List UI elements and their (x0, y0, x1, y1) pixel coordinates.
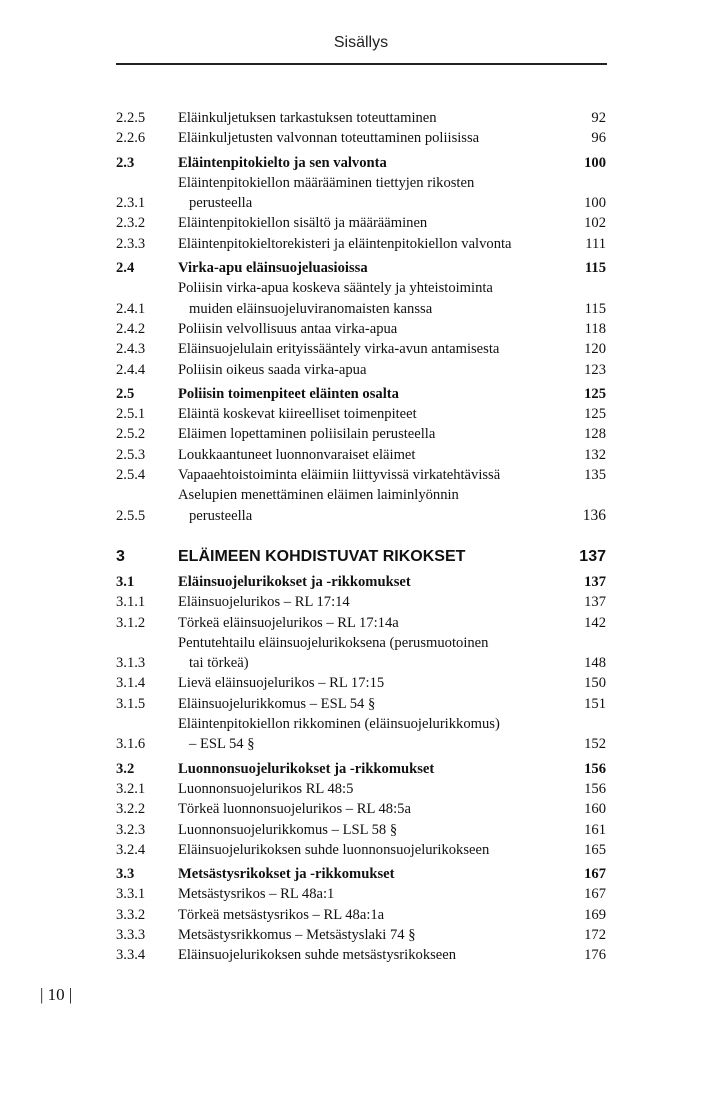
toc-entry-page: 125 (584, 385, 606, 402)
toc-entry-title-line: Luonnonsuojelurikkomus – LSL 58 § (178, 821, 398, 838)
toc-entry-title (178, 613, 576, 633)
toc-entry-title-line: Eläinsuojelurikoksen suhde metsästysrikokseen (178, 947, 457, 964)
toc-entry-number: 2.5.4 (116, 467, 146, 484)
toc-entry-page: 167 (584, 866, 606, 883)
toc-entry-title (178, 485, 575, 526)
toc-entry (116, 905, 606, 925)
toc-entry-number: 3.2 (116, 760, 135, 777)
toc-entry-title-line: Eläinsuojelurikokset ja -rikkomukset (178, 573, 411, 590)
toc-entry-number: 3.3.4 (116, 947, 146, 964)
page-number: | 10 | (40, 985, 73, 1004)
toc-entry-page: 125 (584, 406, 606, 423)
toc-entry-title-line: Virka-apu eläinsuojeluasioissa (178, 260, 368, 277)
toc-entry-page: 102 (584, 215, 606, 232)
toc-entry-page: 100 (584, 154, 606, 171)
toc-entry-title (178, 234, 577, 254)
toc-entry-title-line: Metsästysrikokset ja -rikkomukset (178, 866, 395, 883)
toc-entry-title (178, 759, 576, 779)
toc-entry (116, 884, 606, 904)
toc-entry-page: 165 (584, 841, 606, 858)
toc-entry-title-line: Törkeä metsästysrikos – RL 48a:1a (178, 906, 385, 923)
toc-entry-number: 3.2.2 (116, 801, 146, 818)
toc-entry-number: 3.1.6 (116, 736, 146, 753)
toc-entry-title (178, 404, 576, 424)
toc-entry (116, 173, 606, 214)
running-header: Sisällys (333, 34, 389, 51)
toc-entry-page: 160 (584, 801, 606, 818)
toc-entry-number: 2.4.2 (116, 320, 146, 337)
toc-entry-number: 2.3 (116, 154, 135, 171)
toc-entry-page: 128 (584, 426, 606, 443)
toc-entry-title-line: Eläimen lopettaminen poliisilain perusteella (178, 426, 436, 443)
toc-entry-title (178, 945, 576, 965)
toc-entry-number: 3.2.1 (116, 780, 146, 797)
toc-entry-page: 100 (584, 195, 606, 212)
toc-entry (116, 694, 606, 714)
toc-entry-number: 3.3.1 (116, 886, 146, 903)
toc-entry (116, 633, 606, 674)
toc-entry-title (178, 258, 577, 278)
toc-entry-title-line: Eläinkuljetuksen tarkastuksen toteuttaminen (178, 110, 437, 126)
toc-entry (116, 840, 606, 860)
toc-entry (116, 424, 606, 444)
toc-entry-title (178, 465, 576, 485)
toc-entry-number: 2.2.5 (116, 110, 146, 126)
toc-entry-number: 3.3.3 (116, 926, 146, 943)
toc-entry-title (178, 592, 576, 612)
toc-section (116, 258, 606, 278)
toc-entry-number: 3.3 (116, 866, 135, 883)
toc-entry-title-line: Poliisin toimenpiteet eläinten osalta (178, 385, 399, 402)
toc-entry-page: 137 (584, 594, 606, 611)
toc-entry (116, 592, 606, 612)
toc-entry-title (178, 905, 576, 925)
toc-entry-page: 137 (579, 547, 606, 565)
toc-entry-title-line: Metsästysrikos – RL 48a:1 (178, 886, 335, 903)
toc-entry (116, 714, 606, 755)
toc-entry-number: 2.3.3 (116, 235, 146, 252)
toc-entry (116, 278, 606, 319)
toc-entry-page: 92 (591, 110, 606, 126)
toc-entry (116, 485, 606, 526)
toc-entry-title-line: Luonnonsuojelurikokset ja -rikkomukset (178, 760, 435, 777)
toc-entry-number: 2.3.2 (116, 215, 146, 232)
toc-entry-number: 2.5.2 (116, 426, 146, 443)
toc-section (116, 384, 606, 404)
toc-entry-title-continuation: perusteella (189, 507, 253, 524)
toc-entry-page: 136 (582, 506, 606, 524)
toc-entry-title-line: Luonnonsuojelurikos RL 48:5 (178, 780, 354, 797)
table-of-contents (116, 108, 606, 966)
toc-entry-number: 3.2.4 (116, 841, 146, 858)
toc-entry-page: 96 (591, 130, 606, 147)
toc-entry-title-line: Eläintenpitokiellon määrääminen tiettyjen rikosten (178, 174, 475, 191)
toc-entry-page: 161 (584, 821, 606, 838)
toc-entry-number: 3.3.2 (116, 906, 146, 923)
toc-entry-title (178, 840, 576, 860)
toc-section (116, 864, 606, 884)
toc-entry (116, 108, 606, 128)
toc-entry-title-line: Poliisin velvollisuus antaa virka-apua (178, 320, 398, 337)
toc-entry-number: 3.1.1 (116, 594, 146, 611)
toc-entry-number: 2.5.3 (116, 446, 146, 463)
toc-entry-title (178, 884, 576, 904)
toc-entry-title-line: Poliisin virka-apua koskeva sääntely ja yhteistoiminta (178, 280, 493, 297)
toc-entry-number: 2.4.4 (116, 361, 146, 378)
toc-entry (116, 319, 606, 339)
toc-entry-title-line: Eläinsuojelurikos – RL 17:14 (178, 594, 350, 611)
toc-entry-title (178, 319, 577, 339)
toc-entry-title-continuation: perusteella (189, 195, 253, 212)
toc-entry (116, 945, 606, 965)
toc-entry-title (178, 633, 576, 674)
toc-entry-title (178, 445, 576, 465)
toc-entry-title-line: Eläinsuojelurikkomus – ESL 54 § (178, 695, 376, 712)
toc-entry-number: 2.5.1 (116, 406, 146, 423)
toc-entry-title (178, 173, 576, 214)
toc-entry (116, 925, 606, 945)
toc-entry-number: 2.4 (116, 260, 135, 277)
toc-entry (116, 799, 606, 819)
toc-entry-title-line: Metsästysrikkomus – Metsästyslaki 74 § (178, 926, 416, 943)
toc-entry-title (178, 925, 576, 945)
toc-entry-page: 132 (584, 446, 606, 463)
toc-entry-page: 172 (584, 926, 606, 943)
toc-entry-title-continuation: – ESL 54 § (189, 736, 255, 753)
toc-entry-title-line: Törkeä luonnonsuojelurikos – RL 48:5a (178, 801, 411, 818)
toc-entry-title-line: Loukkaantuneet luonnonvaraiset eläimet (178, 446, 416, 463)
toc-section (116, 759, 606, 779)
toc-entry-page: 123 (584, 361, 606, 378)
toc-entry-title (178, 799, 576, 819)
toc-entry-title-line: Eläintenpitokiellon rikkominen (eläinsuojelurikkomus) (178, 716, 500, 733)
toc-entry-title (178, 546, 571, 568)
toc-entry-number: 3.1.3 (116, 655, 146, 672)
toc-entry (116, 613, 606, 633)
toc-entry-number: 3 (116, 547, 125, 565)
toc-section (116, 572, 606, 592)
toc-entry-page: 156 (584, 780, 606, 797)
toc-entry-title (178, 128, 583, 148)
toc-entry-title (178, 278, 577, 319)
toc-entry-page: 120 (584, 341, 606, 358)
toc-entry-number: 2.5.5 (116, 507, 146, 524)
toc-entry-title-line: Eläintenpitokiellon sisältö ja määrääminen (178, 215, 428, 232)
toc-entry-page: 142 (584, 614, 606, 631)
toc-entry (116, 128, 606, 148)
toc-section (116, 153, 606, 173)
toc-entry-title (178, 694, 576, 714)
toc-entry-title-line: Poliisin oikeus saada virka-apua (178, 361, 367, 378)
toc-entry-title-line: Eläintenpitokieltorekisteri ja eläintenpitokiellon valvonta (178, 235, 512, 252)
toc-entry (116, 779, 606, 799)
toc-entry-page: 176 (584, 947, 606, 964)
toc-entry (116, 673, 606, 693)
toc-entry-title (178, 339, 576, 359)
toc-entry (116, 404, 606, 424)
toc-entry-title-line: Eläintenpitokielto ja sen valvonta (178, 154, 387, 171)
toc-entry-page: 111 (585, 235, 606, 252)
toc-entry (116, 360, 606, 380)
toc-entry-title (178, 673, 576, 693)
toc-entry (116, 234, 606, 254)
toc-entry-title (178, 108, 583, 128)
toc-entry-title (178, 820, 576, 840)
toc-entry-page: 148 (584, 655, 606, 672)
toc-entry-title (178, 213, 576, 233)
toc-entry-number: 3.1.5 (116, 695, 146, 712)
toc-entry-title-line: Lievä eläinsuojelurikos – RL 17:15 (178, 675, 385, 692)
toc-entry-title-line: ELÄIMEEN KOHDISTUVAT RIKOKSET (178, 547, 466, 565)
toc-entry-title (178, 153, 576, 173)
toc-entry-title (178, 424, 576, 444)
toc-entry-title-line: Eläinsuojelulain erityissääntely virka-avun antamisesta (178, 341, 500, 358)
toc-entry-title-line: Törkeä eläinsuojelurikos – RL 17:14a (178, 614, 399, 631)
toc-entry-number: 2.2.6 (116, 130, 146, 147)
toc-entry-number: 2.4.1 (116, 300, 146, 317)
toc-entry-page: 156 (584, 760, 606, 777)
toc-entry-page: 169 (584, 906, 606, 923)
toc-entry (116, 820, 606, 840)
toc-entry (116, 465, 606, 485)
toc-entry-number: 3.2.3 (116, 821, 146, 838)
toc-entry-title-line: Pentutehtailu eläinsuojelurikoksena (perusmuotoinen (178, 634, 489, 651)
toc-chapter (116, 546, 606, 568)
toc-entry-title-continuation: muiden eläinsuojeluviranomaisten kanssa (189, 300, 433, 317)
toc-entry-page: 151 (584, 695, 606, 712)
toc-entry-page: 115 (584, 300, 606, 317)
toc-entry-title (178, 714, 576, 755)
header-rule (116, 63, 607, 65)
toc-entry-number: 3.1 (116, 573, 135, 590)
toc-entry-title-line: Aselupien menettäminen eläimen laiminlyönnin (178, 487, 459, 504)
toc-entry-page: 118 (584, 320, 606, 337)
toc-entry-number: 3.1.4 (116, 675, 146, 692)
toc-entry (116, 339, 606, 359)
toc-entry (116, 445, 606, 465)
toc-entry-title (178, 779, 576, 799)
toc-entry-title (178, 572, 576, 592)
toc-entry-page: 137 (584, 573, 606, 590)
toc-entry-number: 3.1.2 (116, 614, 146, 631)
toc-entry-number: 2.4.3 (116, 341, 146, 358)
toc-entry-title-line: Vapaaehtoistoiminta eläimiin liittyvissä virkatehtävissä (178, 467, 501, 484)
toc-entry-page: 115 (584, 260, 606, 277)
toc-entry-title-line: Eläintä koskevat kiireelliset toimenpiteet (178, 406, 417, 423)
toc-entry (116, 213, 606, 233)
toc-entry-title (178, 864, 576, 884)
toc-entry-number: 2.5 (116, 385, 135, 402)
toc-entry-page: 152 (584, 736, 606, 753)
toc-entry-title-continuation: tai törkeä) (189, 655, 249, 672)
toc-entry-page: 150 (584, 675, 606, 692)
toc-entry-page: 167 (584, 886, 606, 903)
toc-entry-number: 2.3.1 (116, 195, 146, 212)
toc-entry-page: 135 (584, 467, 606, 484)
toc-entry-title-line: Eläinkuljetusten valvonnan toteuttaminen poliisissa (178, 130, 480, 147)
toc-entry-title (178, 360, 576, 380)
toc-entry-title-line: Eläinsuojelurikoksen suhde luonnonsuojelurikokseen (178, 841, 490, 858)
toc-entry-title (178, 384, 576, 404)
